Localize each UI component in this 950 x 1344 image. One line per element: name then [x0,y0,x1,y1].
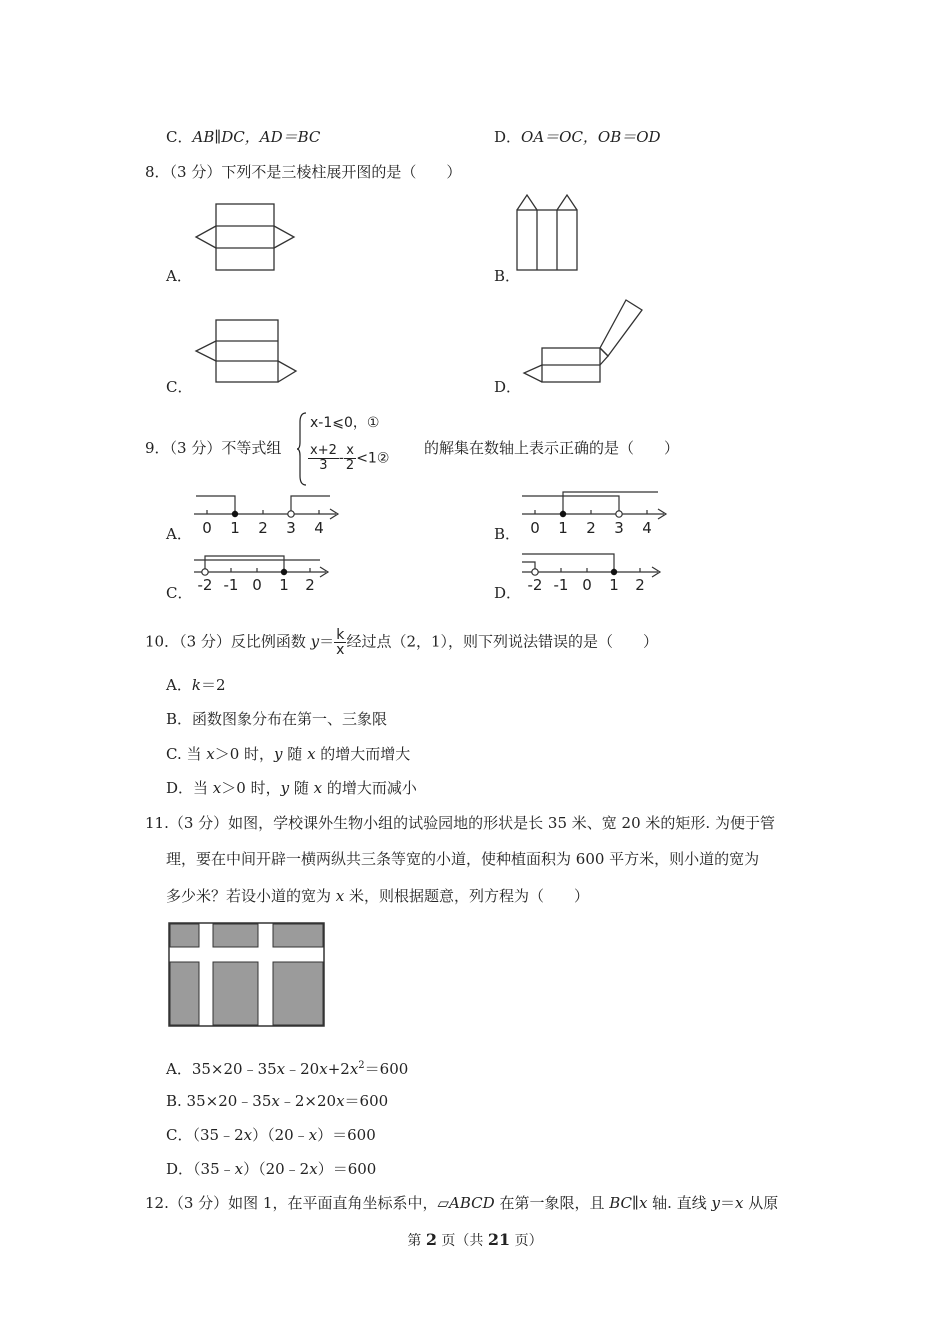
q10-option-d-mid2: 随 [289,779,314,797]
q11-option-d-end: ）＝600 [317,1160,377,1178]
q10-option-d-y: y [280,779,290,797]
q10-option-a-k: k [191,676,201,694]
q9-option-d: D． [494,584,522,602]
q10-frac-den: x [336,642,345,658]
q11-option-d-mid: ）（20﹣2 [243,1160,310,1178]
q10-option-d-mid: ＞0 时， [221,779,281,797]
q9-numberline-d [518,548,673,596]
q11-option-a-end: ＝600 [364,1060,409,1078]
q11-option-b [166,1091,388,1111]
q10-option-c-mid2: 随 [282,745,308,763]
q8-option-a: A． [166,267,192,285]
q12-bc: BC [609,1194,632,1212]
q10-option-c-x2: x [307,745,316,763]
footer-total-pages: 21 [487,1230,511,1249]
q7-option-c-text: AB∥DC，AD＝BC [192,128,321,146]
q7-option-d-label: D． [494,128,522,146]
q9c-tick-0: -2 [197,576,213,594]
q10-option-d-x2: x [313,779,323,797]
q9-frac1-den: 3 [319,458,328,473]
q9-stem-before: 9．（3 分）不等式组 [145,439,282,457]
q12-pre: 12.（3 分）如图 1，在平面直角坐标系中， [145,1194,438,1212]
q10-option-a [166,675,225,695]
q12-stem [145,1193,778,1213]
q11-option-a-x3: x [349,1060,359,1078]
q9-minus: - [338,450,344,467]
q9b-tick-1: 1 [558,519,568,537]
q10-option-c-y: y [274,745,283,763]
footer-pre: 第 [407,1233,426,1249]
q11-option-d-x2: x [309,1160,318,1178]
q12-mid2: 轴. 直线 [647,1194,712,1212]
q9a-tick-1: 1 [230,519,240,537]
q11-option-a-mid: ﹣20 [285,1060,320,1078]
q10-option-c-x1: x [206,745,215,763]
parallelogram-icon: ▱ [437,1194,450,1212]
q8-figure-b [512,192,582,274]
q9a-tick-0: 0 [202,519,212,537]
q10-y: y [310,632,320,651]
q10-option-a-rest: ＝2 [200,676,226,694]
q11-option-a-x1: x [276,1060,286,1078]
q10-option-b: B．函数图象分布在第一、三象限 [166,710,388,728]
q11-option-a [166,1056,408,1079]
q9c-tick-2: 0 [252,576,262,594]
q12-y: y [711,1194,720,1212]
q9c-tick-3: 1 [279,576,289,594]
q9-numberline-c [190,548,345,596]
q11-option-c [166,1125,376,1145]
q11-option-c-x1: x [243,1126,253,1144]
q11-option-b-x1: x [271,1092,280,1110]
q10-stem [145,628,658,657]
q10-option-c-pre: C. 当 [166,745,207,763]
q9-frac1-num: x+2 [310,443,337,458]
q9-frac2-num: x [344,444,356,459]
q10-option-c-mid: ＞0 时， [214,745,275,763]
q11-line3-pre: 多少米？若设小道的宽为 [166,887,336,905]
q10-option-c [166,744,410,764]
q11-option-a-mid2: +2 [327,1060,350,1078]
q12-x: x [734,1194,744,1212]
q9b-tick-3: 3 [614,519,624,537]
q8-figure-c [190,316,305,386]
q10-option-d-x1: x [212,779,222,797]
q12-abcd: ABCD [449,1194,495,1212]
q10-frac-num: k [334,628,346,643]
q9-inequality-system [296,410,424,488]
q11-option-c-x2: x [308,1126,318,1144]
q11-line3 [166,886,589,906]
q9-line2-rest: <1② [356,450,390,467]
left-brace-icon [296,412,308,486]
q11-line2: 理，要在中间开辟一横两纵共三条等宽的小道，使种植面积为 600 平方米，则小道的宽为 [166,850,760,868]
q11-option-d-x1: x [234,1160,244,1178]
q9a-tick-3: 3 [286,519,296,537]
q10-option-c-end: 的增大而增大 [315,745,411,763]
q9d-tick-0: -2 [527,576,543,594]
footer-end: 页） [510,1233,543,1249]
q7-option-d [494,127,661,147]
q9-frac1 [308,444,339,473]
q7-option-c [166,127,320,147]
q9-stem-after: 的解集在数轴上表示正确的是（ ） [424,439,680,457]
q7-option-d-text: OA＝OC，OB＝OD [521,128,661,146]
q11-option-b-pre: B. 35×20﹣35 [166,1092,272,1110]
q9c-tick-1: -1 [223,576,239,594]
q11-option-b-mid: ﹣2×20 [279,1092,337,1110]
q11-option-b-end: ＝600 [344,1092,389,1110]
q9-numberline-b [518,488,673,540]
q12-xaxis: x [638,1194,648,1212]
q11-option-c-pre: C．（35﹣2 [166,1126,244,1144]
q12-parallel: ∥ [632,1194,639,1212]
q7-option-c-label: C． [166,128,193,146]
q9d-tick-3: 1 [609,576,619,594]
q8-option-b: B． [494,267,521,285]
q9-option-c: C． [166,584,193,602]
q9-option-a: A． [166,525,192,543]
q8-option-c: C． [166,378,193,396]
q11-option-c-mid: ）（20﹣ [252,1126,309,1144]
q9b-tick-0: 0 [530,519,540,537]
q9-line1: x-1⩽0，① [310,415,380,431]
q8-option-d: D． [494,378,522,396]
q11-option-a-x2: x [319,1060,328,1078]
q10-stem-before: 10．（3 分）反比例函数 [145,632,311,651]
q11-line3-post: 米，则根据题意，列方程为（ ） [344,887,590,905]
q9a-tick-2: 2 [258,519,268,537]
q9-frac2 [344,444,356,473]
footer-page-number: 2 [425,1230,437,1249]
q9-option-b: B． [494,525,521,543]
q12-mid: 在第一象限，且 [494,1194,610,1212]
q8-figure-a [190,200,305,275]
q12-end: 从原 [743,1194,779,1212]
q9-line2 [308,444,389,473]
q11-option-a-sup: 2 [358,1060,365,1071]
q11-garden-figure [168,922,326,1028]
footer-mid: 页（共 [436,1233,488,1249]
q11-line3-x: x [335,887,345,905]
q10-eq: ＝ [319,632,335,651]
q11-option-a-pre: A．35×20﹣35 [166,1060,277,1078]
q9b-tick-4: 4 [642,519,652,537]
q9-frac2-den: 2 [345,458,355,473]
q10-fraction [334,628,346,657]
q8-figure-d [520,296,650,388]
q10-stem-after: 经过点（2，1），则下列说法错误的是（ ） [346,632,659,651]
q9d-tick-1: -1 [553,576,569,594]
q11-option-d [166,1159,376,1179]
q10-option-d-end: 的增大而减小 [322,779,417,797]
q12-eq: ＝ [719,1194,735,1212]
q10-option-d [166,778,417,798]
q9d-tick-4: 2 [635,576,645,594]
q10-option-a-label: A． [166,676,192,694]
q8-stem: 8．（3 分）下列不是三棱柱展开图的是（ ） [145,163,462,181]
q9a-tick-4: 4 [314,519,324,537]
q11-option-b-x2: x [336,1092,345,1110]
q9d-tick-2: 0 [582,576,592,594]
q9-numberline-a [190,488,345,540]
q9b-tick-2: 2 [586,519,596,537]
q10-option-d-pre: D．当 [166,779,213,797]
q11-line1: 11.（3 分）如图，学校课外生物小组的试验园地的形状是长 35 米、宽 20 米的矩形. 为便于管 [145,814,775,832]
page-footer [0,1230,950,1251]
q9c-tick-4: 2 [305,576,315,594]
q11-option-c-end: ）＝600 [317,1126,376,1144]
q11-option-d-pre: D．（35﹣ [166,1160,235,1178]
